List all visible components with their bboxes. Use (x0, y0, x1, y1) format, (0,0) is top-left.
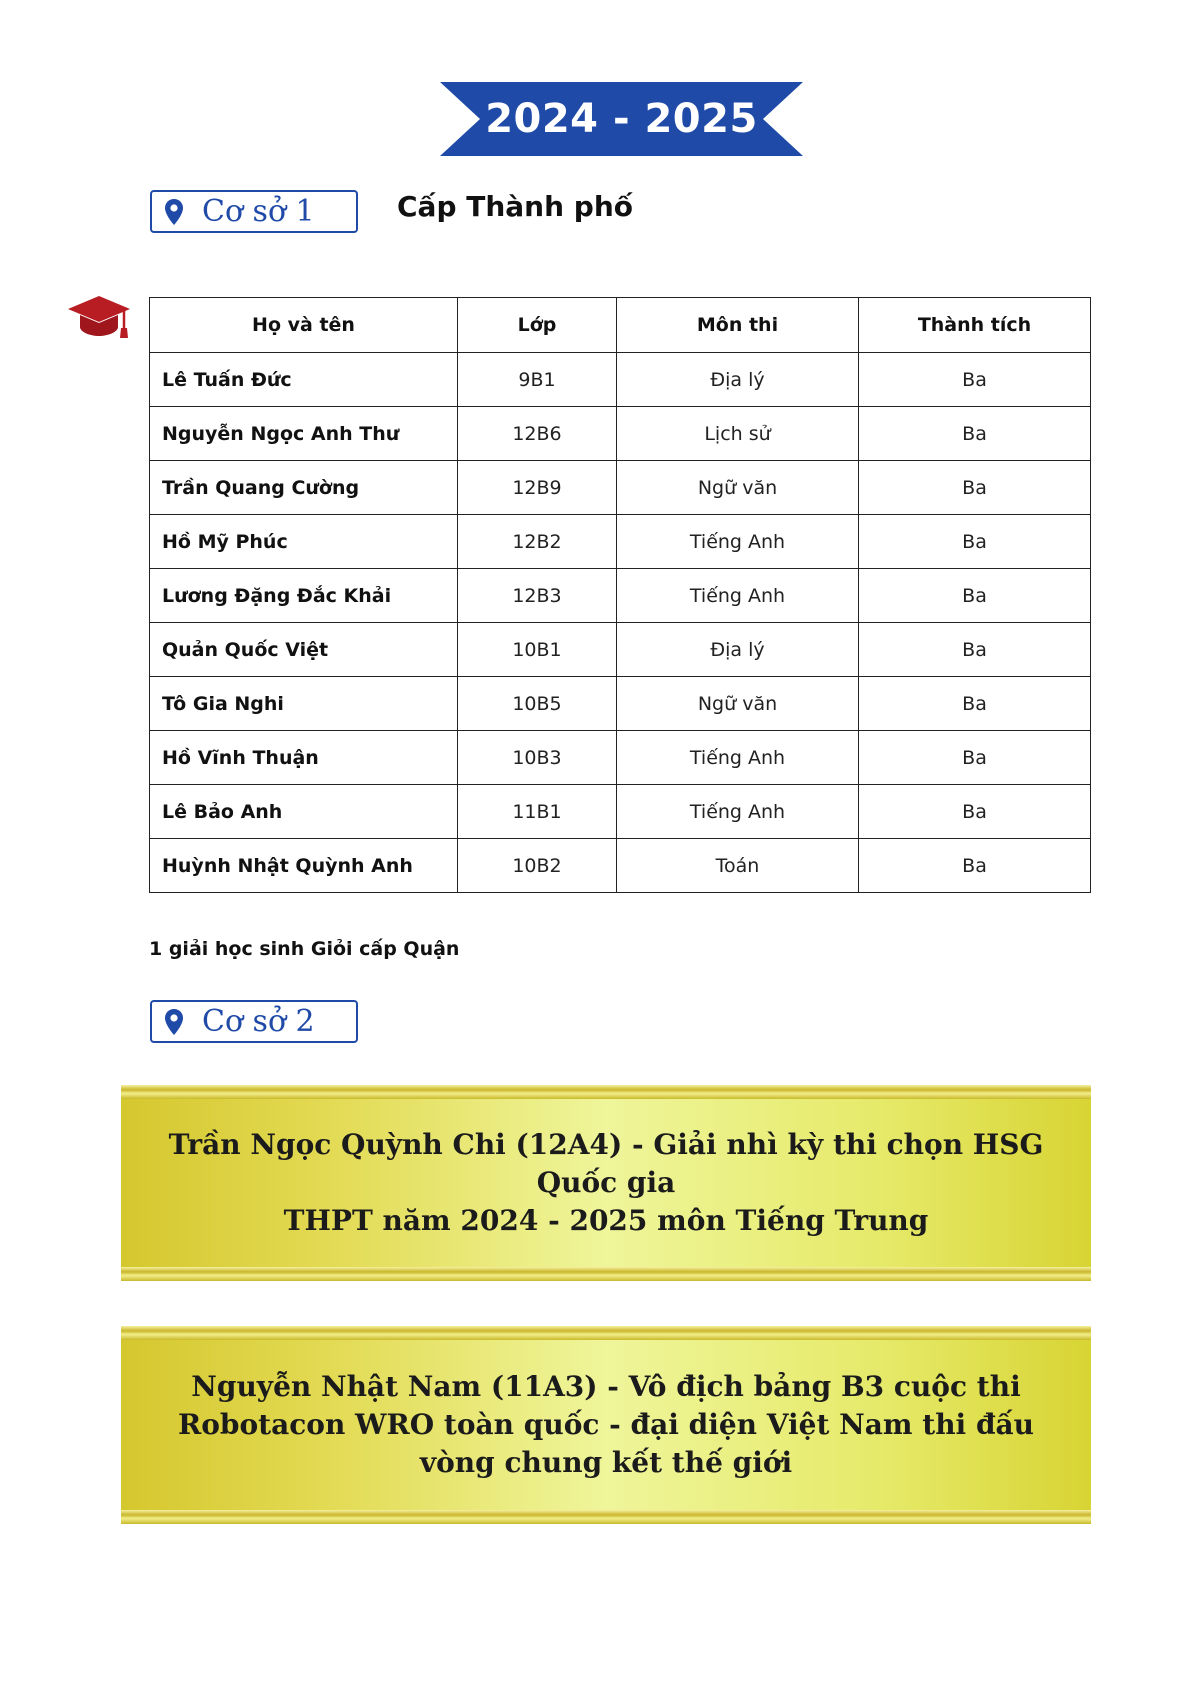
student-subject: Lịch sử (617, 407, 859, 461)
student-award: Ba (859, 353, 1091, 407)
student-name: Lê Tuấn Đức (150, 353, 458, 407)
plaque-line: Nguyễn Nhật Nam (11A3) - Vô địch bảng B3 cuộc thi (191, 1370, 1021, 1403)
plaque-line: Robotacon WRO toàn quốc - đại diện Việt Nam thi đấu (177, 1408, 1035, 1441)
student-name: Lương Đặng Đắc Khải (150, 569, 458, 623)
student-name: Hồ Vĩnh Thuận (150, 731, 458, 785)
map-pin-icon (164, 198, 184, 226)
campus-2-badge (150, 1000, 358, 1043)
student-name: Tô Gia Nghi (150, 677, 458, 731)
student-subject: Địa lý (617, 623, 859, 677)
student-class: 10B3 (458, 731, 617, 785)
student-subject: Ngữ văn (617, 677, 859, 731)
district-award-note: 1 giải học sinh Giỏi cấp Quận (149, 938, 460, 960)
student-name: Trần Quang Cường (150, 461, 458, 515)
plaque-line: THPT năm 2024 - 2025 môn Tiếng Trung (283, 1204, 929, 1237)
map-pin-icon (164, 1008, 184, 1036)
column-header-award: Thành tích (859, 298, 1091, 353)
student-class: 12B6 (458, 407, 617, 461)
student-award: Ba (859, 839, 1091, 893)
student-class: 10B5 (458, 677, 617, 731)
year-label: 2024 - 2025 (485, 96, 758, 142)
student-award: Ba (859, 623, 1091, 677)
graduation-cap-icon (66, 294, 132, 342)
table-row (150, 623, 1091, 677)
level-title: Cấp Thành phố (397, 190, 633, 223)
campus-2-label: Cơ sở 2 (202, 1004, 315, 1039)
student-award: Ba (859, 569, 1091, 623)
student-name: Nguyễn Ngọc Anh Thư (150, 407, 458, 461)
achievement-plaque-1 (121, 1085, 1091, 1281)
table-row (150, 461, 1091, 515)
student-award: Ba (859, 461, 1091, 515)
table-row (150, 839, 1091, 893)
table-header-row (150, 298, 1091, 353)
student-subject: Địa lý (617, 353, 859, 407)
campus-1-badge (150, 190, 358, 233)
plaque-line: vòng chung kết thế giới (419, 1446, 793, 1479)
student-award: Ba (859, 515, 1091, 569)
student-subject: Tiếng Anh (617, 731, 859, 785)
column-header-class: Lớp (458, 298, 617, 353)
student-subject: Tiếng Anh (617, 515, 859, 569)
awards-table (149, 297, 1091, 893)
table-row (150, 353, 1091, 407)
student-class: 12B2 (458, 515, 617, 569)
column-header-name: Họ và tên (150, 298, 458, 353)
student-subject: Tiếng Anh (617, 569, 859, 623)
table-row (150, 407, 1091, 461)
plaque-text (121, 1126, 1091, 1240)
student-award: Ba (859, 407, 1091, 461)
student-class: 12B9 (458, 461, 617, 515)
achievement-plaque-2 (121, 1326, 1091, 1524)
student-award: Ba (859, 785, 1091, 839)
student-subject: Ngữ văn (617, 461, 859, 515)
student-award: Ba (859, 731, 1091, 785)
student-class: 10B1 (458, 623, 617, 677)
student-name: Hồ Mỹ Phúc (150, 515, 458, 569)
student-name: Quản Quốc Việt (150, 623, 458, 677)
plaque-line: Trần Ngọc Quỳnh Chi (12A4) - Giải nhì kỳ thi chọn HSG Quốc gia (168, 1128, 1044, 1199)
student-class: 9B1 (458, 353, 617, 407)
table-row (150, 569, 1091, 623)
student-subject: Tiếng Anh (617, 785, 859, 839)
year-ribbon (440, 82, 803, 156)
student-name: Lê Bảo Anh (150, 785, 458, 839)
table-row (150, 515, 1091, 569)
column-header-subject: Môn thi (617, 298, 859, 353)
campus-1-label: Cơ sở 1 (202, 194, 315, 229)
table-row (150, 677, 1091, 731)
student-subject: Toán (617, 839, 859, 893)
table-row (150, 785, 1091, 839)
student-award: Ba (859, 677, 1091, 731)
student-class: 11B1 (458, 785, 617, 839)
table-row (150, 731, 1091, 785)
plaque-text (138, 1368, 1074, 1482)
student-class: 12B3 (458, 569, 617, 623)
student-name: Huỳnh Nhật Quỳnh Anh (150, 839, 458, 893)
student-class: 10B2 (458, 839, 617, 893)
